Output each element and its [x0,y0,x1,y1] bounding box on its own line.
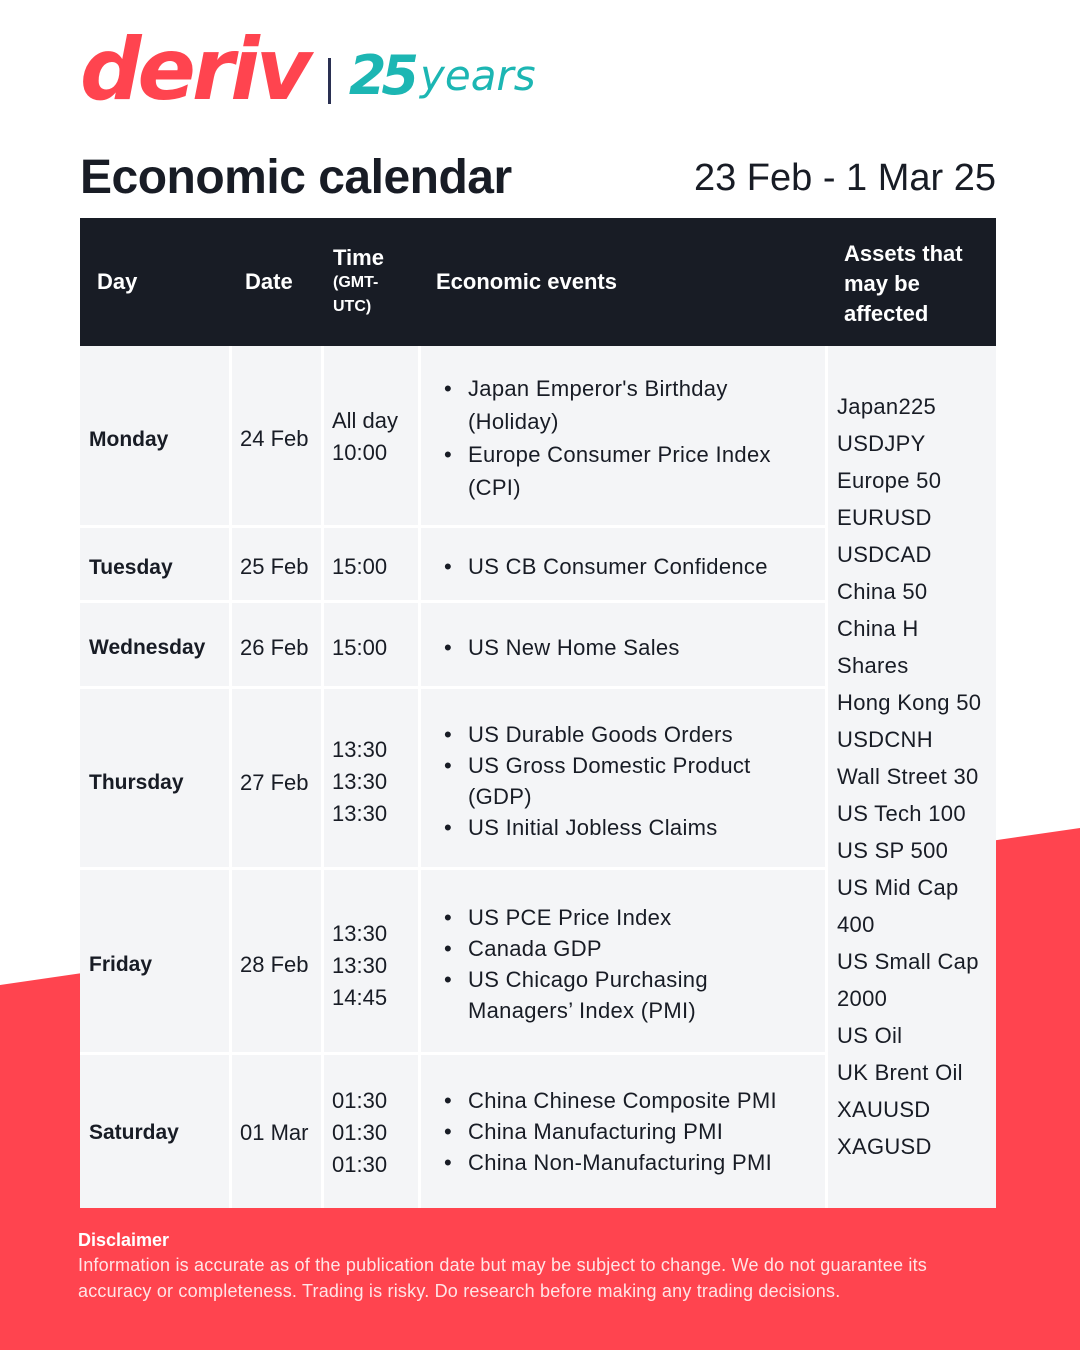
header-events: Economic events [436,269,617,294]
header-assets-line-2: may be [844,271,920,296]
event-time: 01:30 [332,1120,388,1145]
table-row-day: Friday [89,953,153,976]
event-time: 13:30 [332,801,388,826]
event-item: • US Chicago Purchasing Managers’ Index (PMI) [438,964,808,1026]
asset-item: XAGUSD [837,1134,932,1159]
asset-item: USDJPY [837,431,926,456]
affected-assets-list [837,388,993,1165]
header-assets [844,239,963,329]
table-row-day: Tuesday [89,556,173,579]
header-assets-line-3: affected [844,301,929,326]
asset-item: Hong Kong 50 [837,690,982,715]
table-row-events [438,1085,818,1178]
table-row-times [332,1085,387,1181]
event-item: • China Manufacturing PMI [438,1116,818,1147]
asset-item: UK Brent Oil [837,1060,963,1085]
asset-item: USDCNH [837,727,933,752]
logo-wordmark: deriv [80,20,308,120]
event-time: 14:45 [332,985,388,1010]
event-item: • Japan Emperor's Birthday (Holiday) [438,372,808,438]
table-row-events [438,632,818,663]
event-time: All day [332,408,399,433]
event-item: • Europe Consumer Price Index (CPI) [438,438,808,504]
table-row-times [332,918,387,1014]
table-row-events [438,719,808,843]
deriv-logo [80,20,536,120]
event-time: 13:30 [332,953,388,978]
column-divider [418,346,421,1208]
row-divider [80,867,826,870]
event-item: • US PCE Price Index [438,902,808,933]
column-divider [825,346,828,1208]
asset-item: Shares [837,653,909,678]
header-time-label: Time [333,245,384,270]
row-divider [80,1052,826,1055]
logo-anniversary-number: 25 [348,44,414,107]
table-row-date: 26 Feb [240,635,309,660]
asset-item: US Oil [837,1023,903,1048]
asset-item: US SP 500 [837,838,949,863]
asset-item: 2000 [837,986,888,1011]
table-row-events [438,902,808,1026]
asset-item: EURUSD [837,505,932,530]
event-item: • Canada GDP [438,933,808,964]
asset-item: US Mid Cap [837,875,959,900]
asset-item: US Small Cap [837,949,979,974]
table-row-date: 28 Feb [240,952,309,977]
event-item: • US Initial Jobless Claims [438,812,808,843]
row-divider [80,525,826,528]
asset-item: China 50 [837,579,928,604]
table-row-day: Monday [89,428,169,451]
column-divider [321,346,324,1208]
asset-item: China H [837,616,919,641]
table-row-day: Saturday [89,1121,179,1144]
event-time: 10:00 [332,440,388,465]
asset-item: XAUUSD [837,1097,931,1122]
header-time-zone-2: UTC) [333,298,372,315]
disclaimer-text: Information is accurate as of the publication date but may be subject to change. We do not guarantee its accuracy or completeness. Trading is risky. Do research before making any trading decisions. [78,1255,927,1301]
header-date: Date [245,269,293,294]
table-row-times [332,632,387,664]
logo-anniversary-word: years [420,51,536,100]
disclaimer-title: Disclaimer [78,1230,170,1250]
header-time [333,245,384,319]
date-range: 23 Feb - 1 Mar 25 [693,157,996,199]
header-day: Day [97,269,138,294]
event-time: 15:00 [332,635,388,660]
event-time: 15:00 [332,554,388,579]
table-row-times [332,551,387,583]
asset-item: USDCAD [837,542,932,567]
table-row-times [332,734,387,830]
asset-item: Japan225 [837,394,937,419]
asset-item: Wall Street 30 [837,764,979,789]
event-item: • US Durable Goods Orders [438,719,808,750]
event-time: 01:30 [332,1088,388,1113]
economic-calendar-table [80,218,996,1208]
table-row-events [438,372,808,504]
asset-item: US Tech 100 [837,801,966,826]
row-divider [80,686,826,689]
event-time: 13:30 [332,737,388,762]
header-time-zone-1: (GMT- [333,274,379,291]
table-row-date: 27 Feb [240,770,309,795]
table-body [80,346,996,1208]
row-divider [80,600,826,603]
asset-item: 400 [837,912,875,937]
event-item: • China Chinese Composite PMI [438,1085,818,1116]
event-time: 01:30 [332,1152,388,1177]
header-assets-line-1: Assets that [844,241,963,266]
table-header [80,218,996,346]
event-time: 13:30 [332,769,388,794]
table-row-day: Thursday [89,771,184,794]
page-title: Economic calendar [80,151,512,204]
event-item: • China Non-Manufacturing PMI [438,1147,818,1178]
table-row-date: 01 Mar [240,1120,309,1145]
disclaimer [78,1228,998,1304]
table-row-day: Wednesday [89,636,206,659]
table-row-date: 24 Feb [240,426,309,451]
asset-item: Europe 50 [837,468,942,493]
event-item: • US CB Consumer Confidence [438,551,818,582]
event-item: • US Gross Domestic Product (GDP) [438,750,808,812]
event-item: • US New Home Sales [438,632,818,663]
table-row-events [438,551,818,582]
table-row-date: 25 Feb [240,554,309,579]
logo-divider [328,58,331,104]
table-row-times [332,405,398,469]
event-time: 13:30 [332,921,388,946]
column-divider [229,346,232,1208]
